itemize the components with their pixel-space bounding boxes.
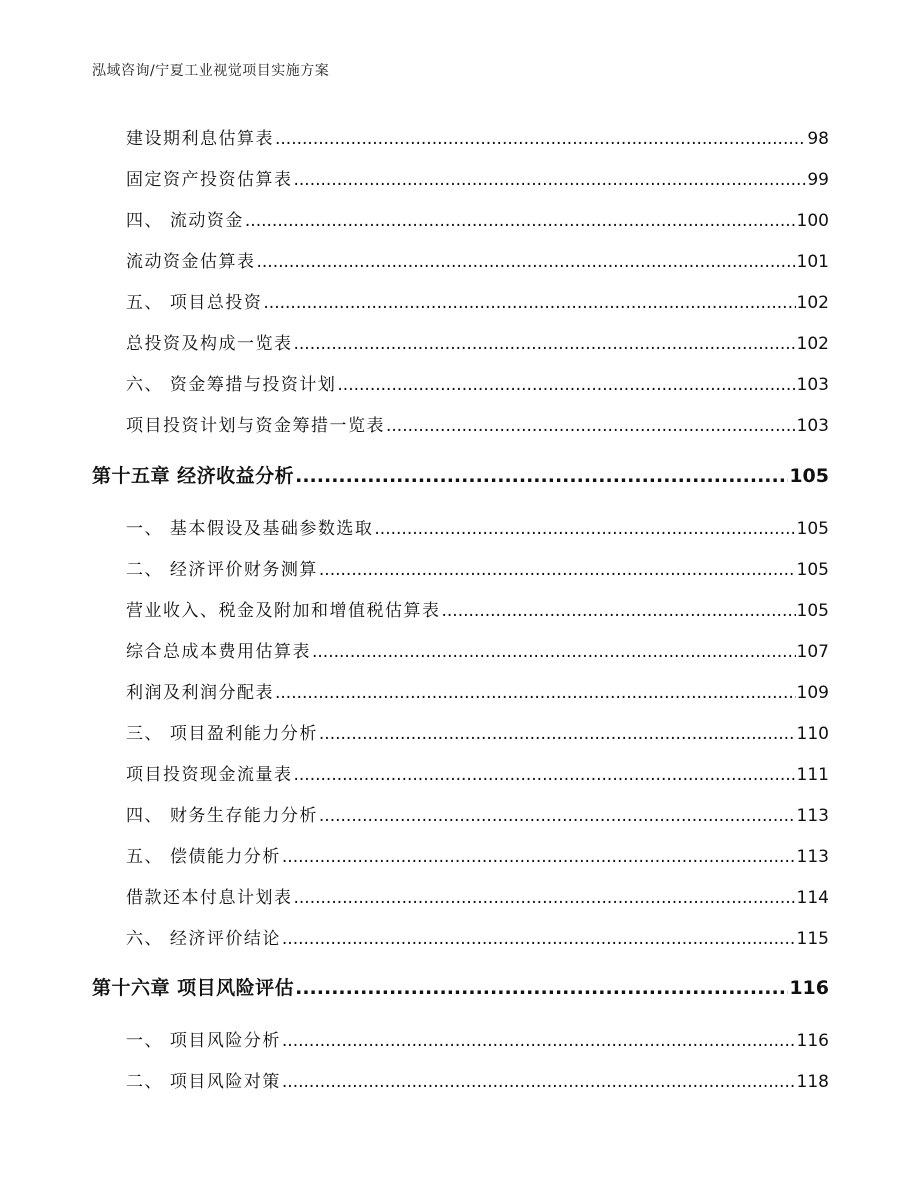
toc-entry[interactable] <box>126 678 829 703</box>
toc-entry[interactable] <box>126 596 829 621</box>
toc-entry-page: 102 <box>796 334 829 354</box>
toc-entry-title: 二、 经济评价财务测算 <box>126 560 318 580</box>
toc-entry-title: 项目投资计划与资金筹措一览表 <box>126 416 385 436</box>
toc-dot-leader <box>337 375 795 395</box>
toc-dot-leader <box>282 1031 796 1051</box>
toc-dot-leader <box>386 416 796 436</box>
toc-dot-leader <box>319 560 796 580</box>
toc-entry[interactable] <box>126 760 829 785</box>
toc-entry[interactable] <box>126 801 829 826</box>
toc-dot-leader <box>295 977 788 999</box>
toc-chapter-title: 第十六章 项目风险评估 <box>92 977 295 999</box>
toc-entry[interactable] <box>126 288 829 313</box>
toc-entry-page: 111 <box>796 765 829 785</box>
toc-chapter-entry[interactable] <box>92 461 829 488</box>
toc-dot-leader <box>294 334 796 354</box>
toc-entry-title: 借款还本付息计划表 <box>126 888 293 908</box>
toc-dot-leader <box>374 519 795 539</box>
toc-entry-page: 102 <box>796 293 829 313</box>
toc-entry[interactable] <box>126 883 829 908</box>
toc-dot-leader <box>312 642 796 662</box>
toc-entry-title: 项目投资现金流量表 <box>126 765 293 785</box>
toc-entry-title: 三、 项目盈利能力分析 <box>126 724 318 744</box>
toc-dot-leader <box>319 724 796 744</box>
toc-entry-page: 118 <box>796 1072 829 1092</box>
toc-entry-title: 六、 经济评价结论 <box>126 929 281 949</box>
toc-entry-title: 五、 项目总投资 <box>126 293 263 313</box>
toc-entry-title: 固定资产投资估算表 <box>126 170 293 190</box>
toc-entry-page: 103 <box>796 375 829 395</box>
toc-chapter-page: 105 <box>789 465 829 487</box>
toc-entry-page: 113 <box>796 806 829 826</box>
toc-entry[interactable] <box>126 924 829 949</box>
toc-entry-title: 五、 偿债能力分析 <box>126 847 281 867</box>
toc-entry-title: 利润及利润分配表 <box>126 683 274 703</box>
toc-dot-leader <box>275 683 796 703</box>
toc-entry-page: 103 <box>796 416 829 436</box>
toc-entry-title: 四、 财务生存能力分析 <box>126 806 318 826</box>
toc-entry[interactable] <box>126 411 829 436</box>
toc-entry-page: 115 <box>796 929 829 949</box>
toc-entry-page: 98 <box>807 129 829 149</box>
toc-entry-page: 109 <box>796 683 829 703</box>
toc-entry[interactable] <box>126 247 829 272</box>
toc-entry-title: 一、 基本假设及基础参数选取 <box>126 519 374 539</box>
toc-dot-leader <box>282 1072 796 1092</box>
toc-entry-page: 114 <box>796 888 829 908</box>
toc-dot-leader <box>275 129 806 149</box>
toc-dot-leader <box>282 929 796 949</box>
toc-entry[interactable] <box>126 514 829 539</box>
toc-chapter-page: 116 <box>789 977 829 999</box>
toc-entry-page: 110 <box>796 724 829 744</box>
toc-entry-page: 99 <box>807 170 829 190</box>
toc-dot-leader <box>282 847 796 867</box>
toc-dot-leader <box>294 765 796 785</box>
toc-entry-title: 营业收入、税金及附加和增值税估算表 <box>126 601 441 621</box>
toc-dot-leader <box>295 465 788 487</box>
toc-entry-page: 116 <box>796 1031 829 1051</box>
toc-dot-leader <box>294 888 796 908</box>
document-header: 泓域咨询/宁夏工业视觉项目实施方案 <box>92 63 330 79</box>
toc-entry[interactable] <box>126 637 829 662</box>
toc-entry-title: 四、 流动资金 <box>126 211 244 231</box>
toc-dot-leader <box>294 170 807 190</box>
toc-entry[interactable] <box>126 719 829 744</box>
toc-dot-leader <box>245 211 796 231</box>
toc-chapter-title: 第十五章 经济收益分析 <box>92 465 295 487</box>
toc-entry[interactable] <box>126 329 829 354</box>
toc-entry-page: 105 <box>796 519 829 539</box>
toc-entry[interactable] <box>126 370 829 395</box>
toc-entry-page: 100 <box>796 211 829 231</box>
toc-chapter-entry[interactable] <box>92 973 829 1000</box>
toc-entry-title: 一、 项目风险分析 <box>126 1031 281 1051</box>
toc-dot-leader <box>263 293 795 313</box>
toc-entry-page: 107 <box>796 642 829 662</box>
toc-entry-title: 六、 资金筹措与投资计划 <box>126 375 337 395</box>
toc-entry-page: 101 <box>796 252 829 272</box>
toc-dot-leader <box>319 806 796 826</box>
toc-entry-title: 建设期利息估算表 <box>126 129 274 149</box>
toc-entry[interactable] <box>126 165 829 190</box>
toc-entry[interactable] <box>126 555 829 580</box>
toc-entry-page: 113 <box>796 847 829 867</box>
toc-entry[interactable] <box>126 1026 829 1051</box>
toc-entry[interactable] <box>126 124 829 149</box>
toc-entry[interactable] <box>126 1067 829 1092</box>
toc-entry-title: 二、 项目风险对策 <box>126 1072 281 1092</box>
toc-entry-page: 105 <box>796 601 829 621</box>
toc-entry[interactable] <box>126 206 829 231</box>
toc-entry-title: 流动资金估算表 <box>126 252 256 272</box>
toc-entry-title: 总投资及构成一览表 <box>126 334 293 354</box>
toc-entry-title: 综合总成本费用估算表 <box>126 642 311 662</box>
toc-entry[interactable] <box>126 842 829 867</box>
toc-dot-leader <box>257 252 796 272</box>
toc-dot-leader <box>442 601 796 621</box>
toc-entry-page: 105 <box>796 560 829 580</box>
